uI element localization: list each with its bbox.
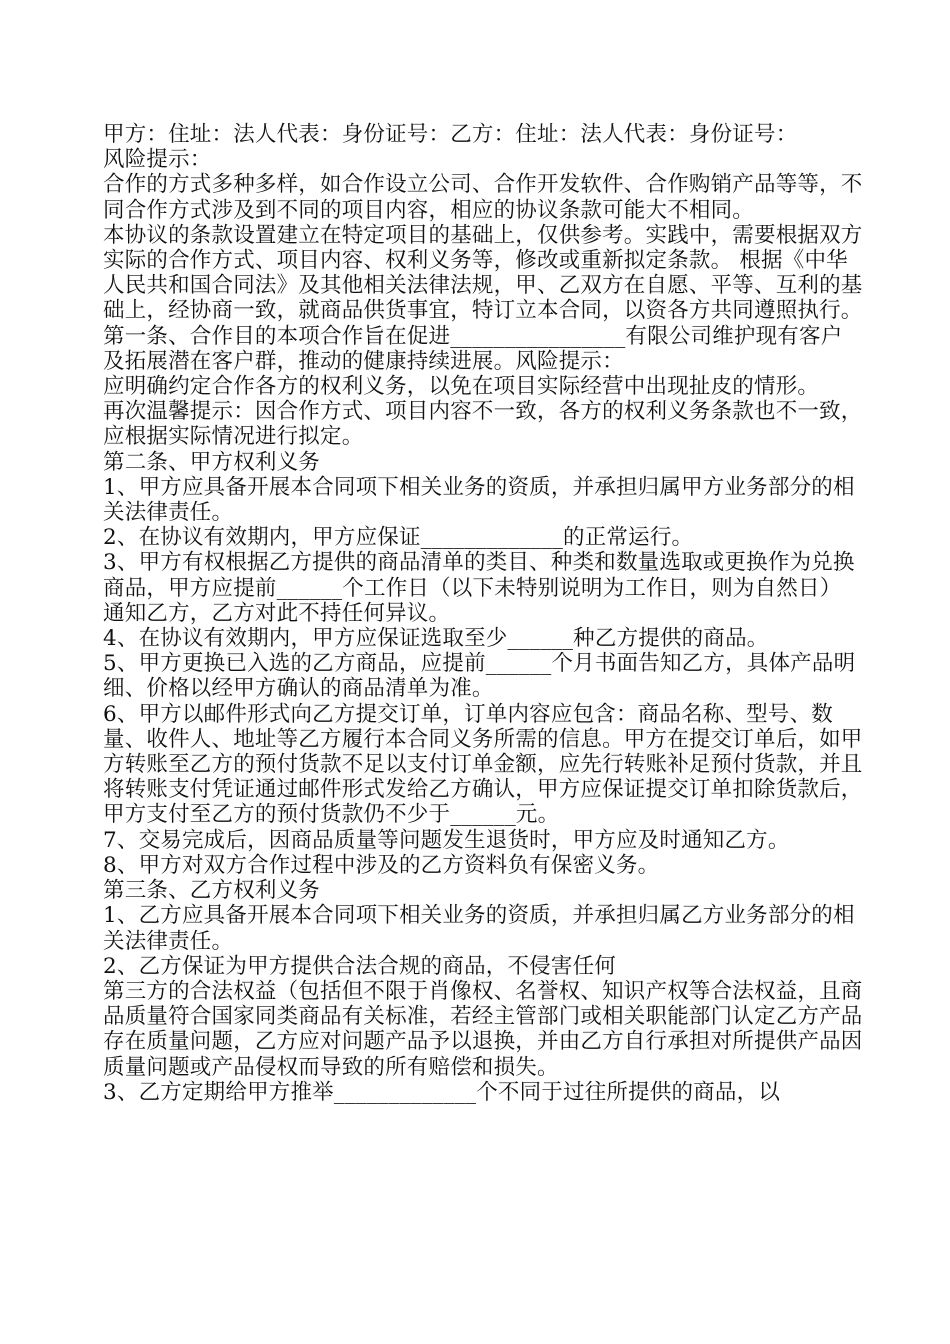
article-3-clause-2: 2、乙方保证为甲方提供合法合规的商品，不侵害任何 — [103, 953, 616, 979]
article-3-clause-2-continued: 第三方的合法权益（包括但不限于肖像权、名誉权、知识产权等合法权益，且商品质量符合国家同类商品有关标准，若经主管部门或相关职能部门认定乙方产品存在质量问题，乙方应对问题产品予以退换，并由乙方自行承担对所提供产品因质量问题或产品侵权而导致的所有赔偿和损失。 — [103, 978, 863, 1080]
article-2-heading: 第二条、甲方权利义务 — [103, 449, 321, 475]
article-2-clause-3: 3、甲方有权根据乙方提供的商品清单的类目、种类和数量选取或更换作为兑换商品，甲方应提前______个工作日（以下未特别说明为工作日，则为自然日）通知乙方，乙方对此不持任何异议。 — [103, 550, 855, 626]
preamble-paragraph: 本协议的条款设置建立在特定项目的基础上，仅供参考。实践中，需要根据双方实际的合作方式、项目内容、权利义务等，修改或重新拟定条款。 根据《中华人民共和国合同法》及其他相关法律法规，甲、乙双方在自愿、平等、互利的基础上，经协商一致，就商品供货事宜，特订立本合同，以资各方共同遵照执行。 — [103, 222, 863, 324]
risk-notice-heading: 风险提示： — [103, 147, 212, 173]
reminder-paragraph: 再次温馨提示：因合作方式、项目内容不一致，各方的权利义务条款也不一致，应根据实际情况进行拟定。 — [103, 399, 863, 450]
article-3-clause-1: 1、乙方应具备开展本合同项下相关业务的资质，并承担归属乙方业务部分的相关法律责任。 — [103, 903, 855, 954]
article-2-clause-2: 2、在协议有效期内，甲方应保证_____________的正常运行。 — [103, 525, 694, 551]
parties-line: 甲方：住址：法人代表：身份证号：乙方：住址：法人代表：身份证号： — [103, 122, 798, 147]
contract-document — [103, 122, 863, 1105]
article-2-clause-6: 6、甲方以邮件形式向乙方提交订单，订单内容应包含：商品名称、型号、数量、收件人、地址等乙方履行本合同义务所需的信息。甲方在提交订单后，如甲方转账至乙方的预付货款不足以支付订单金额，应先行转账补足预付货款，并且将转账支付凭证通过邮件形式发给乙方确认，甲方应保证提交订单扣除货款后，甲方支付至乙方的预付货款仍不少于______元。 — [103, 701, 863, 828]
risk-notice-text: 合作的方式多种多样，如合作设立公司、合作开发软件、合作购销产品等等，不同合作方式涉及到不同的项目内容，相应的协议条款可能大不相同。 — [103, 172, 863, 223]
risk-notice-rights: 应明确约定合作各方的权利义务，以免在项目实际经营中出现扯皮的情形。 — [103, 374, 820, 400]
article-3-clause-3: 3、乙方定期给甲方推举_____________个不同于过往所提供的商品，以 — [103, 1079, 781, 1105]
article-2-clause-8: 8、甲方对双方合作过程中涉及的乙方资料负有保密义务。 — [103, 852, 660, 878]
article-2-clause-1: 1、甲方应具备开展本合同项下相关业务的资质，并承担归属甲方业务部分的相关法律责任。 — [103, 474, 855, 526]
article-2-clause-7: 7、交易完成后，因商品质量等问题发生退货时，甲方应及时通知乙方。 — [103, 827, 790, 853]
article-2-clause-5: 5、甲方更换已入选的乙方商品，应提前______个月书面告知乙方，具体产品明细、价格以经甲方确认的商品清单为准。 — [103, 651, 856, 702]
article-3-heading: 第三条、乙方权利义务 — [103, 878, 321, 904]
article-2-clause-4: 4、在协议有效期内，甲方应保证选取至少______种乙方提供的商品。 — [103, 626, 769, 652]
article-1-paragraph: 第一条、合作目的本项合作旨在促进________________有限公司维护现有客户及拓展潜在客户群，推动的健康持续进展。风险提示： — [103, 323, 843, 374]
